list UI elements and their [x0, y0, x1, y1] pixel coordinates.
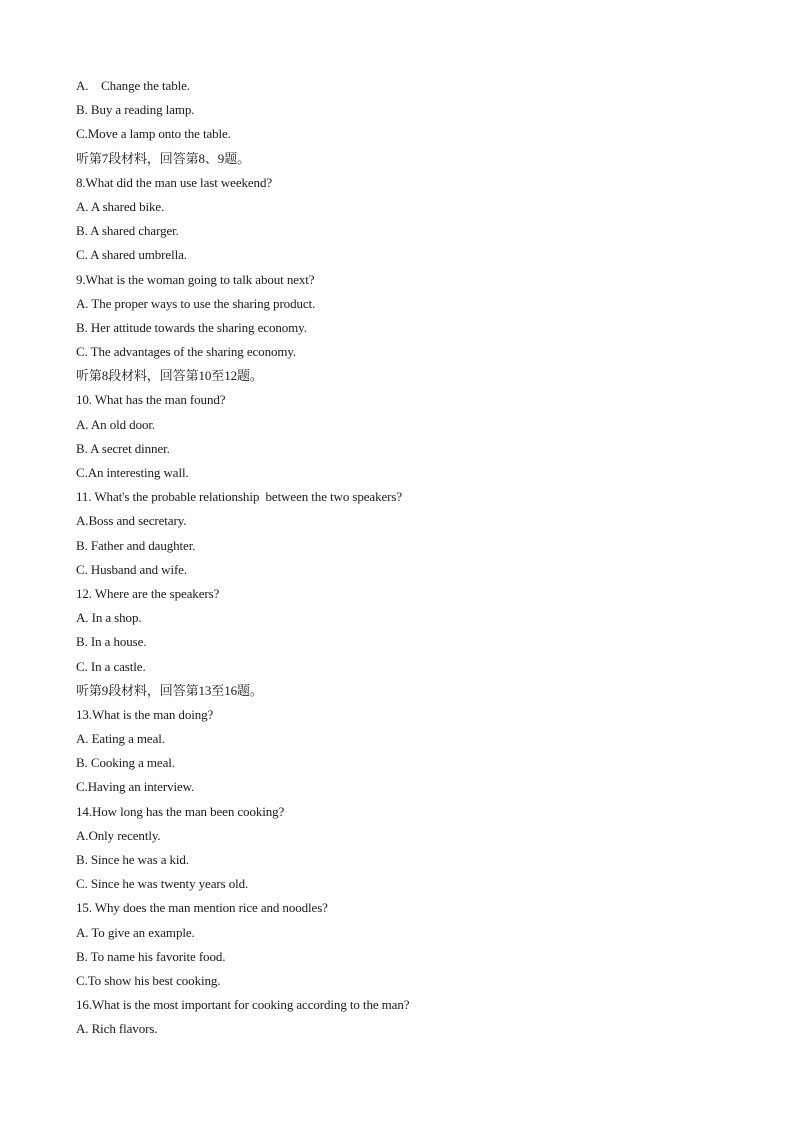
answer-option: B. Cooking a meal.	[76, 755, 175, 771]
answer-option: B. Her attitude towards the sharing economy.	[76, 319, 307, 335]
question-text: 8.What did the man use last weekend?	[76, 174, 273, 190]
answer-option: A. The proper ways to use the sharing product.	[76, 295, 316, 311]
answer-option: C. The advantages of the sharing economy.	[76, 344, 297, 360]
section-heading: 听第8段材料，回答第10至12题。	[76, 368, 263, 384]
answer-option: B. Buy a reading lamp.	[76, 102, 195, 118]
answer-option: C.Move a lamp onto the table.	[76, 126, 231, 142]
answer-option: A. Rich flavors.	[76, 1021, 158, 1037]
answer-option: B. A shared charger.	[76, 223, 179, 239]
section-heading: 听第9段材料，回答第13至16题。	[76, 682, 263, 698]
answer-option: C.To show his best cooking.	[76, 972, 221, 988]
question-text: 13.What is the man doing?	[76, 706, 214, 722]
answer-option: C. Since he was twenty years old.	[76, 876, 249, 892]
question-text: 9.What is the woman going to talk about next?	[76, 271, 315, 287]
question-text: 12. Where are the speakers?	[76, 585, 220, 601]
answer-option: A. In a shop.	[76, 610, 142, 626]
answer-option: B. A secret dinner.	[76, 440, 170, 456]
question-text: 11. What's the probable relationship between the two speakers?	[76, 489, 402, 505]
answer-option: C.Having an interview.	[76, 779, 195, 795]
answer-option: C. In a castle.	[76, 658, 146, 674]
answer-option: B. In a house.	[76, 634, 147, 650]
answer-option: A. To give an example.	[76, 924, 195, 940]
answer-option: A. A shared bike.	[76, 198, 165, 214]
document-page	[76, 74, 736, 1042]
answer-option: C. A shared umbrella.	[76, 247, 187, 263]
answer-option: A. Eating a meal.	[76, 731, 165, 747]
question-text: 15. Why does the man mention rice and noodles?	[76, 900, 328, 916]
answer-option: C.An interesting wall.	[76, 465, 189, 480]
answer-option: B. Since he was a kid.	[76, 852, 189, 867]
answer-option: B. To name his favorite food.	[76, 948, 226, 964]
answer-option: C. Husband and wife.	[76, 561, 188, 577]
answer-option: A.Boss and secretary.	[76, 513, 187, 529]
question-text: 14.How long has the man been cooking?	[76, 803, 285, 819]
answer-option: A. An old door.	[76, 416, 156, 432]
answer-option: A. Change the table.	[76, 78, 190, 93]
answer-option: A.Only recently.	[76, 827, 161, 843]
question-text: 10. What has the man found?	[76, 392, 226, 408]
answer-option: B. Father and daughter.	[76, 537, 196, 553]
section-heading: 听第7段材料，回答第8、9题。	[76, 150, 251, 166]
question-text: 16.What is the most important for cooking according to the man?	[76, 997, 410, 1013]
